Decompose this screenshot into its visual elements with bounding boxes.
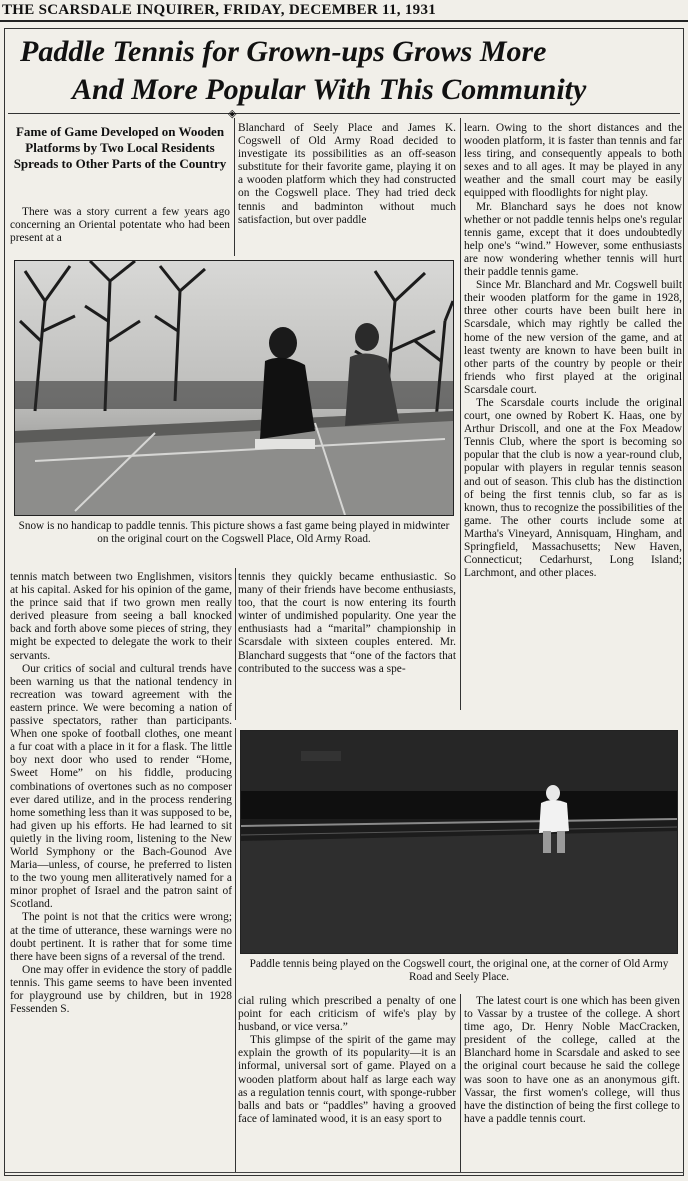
paragraph: learn. Owing to the short distances and the wooden platform, it is faster than tennis and far less tiring, and consequently appeals to both sexes and to all ages. It may be played in any weather and the small court may be easily equipped with floodlights for night play. bbox=[464, 122, 682, 200]
column-divider bbox=[460, 118, 461, 710]
bottom-rule bbox=[4, 1172, 684, 1173]
paragraph: tennis they quickly became enthusiastic. So many of their friends have become enthusiasts, too, that the court is now entering its fourth winter of undimished popularity. One year the enthusiasts had a “marital” championship in Scarsdale with sixteen couples entered. Mr. Blanchard suggests that “one of the factors that contributed to the success was a spe- bbox=[238, 571, 456, 675]
column-divider bbox=[234, 118, 235, 256]
column-divider bbox=[235, 568, 236, 720]
paragraph: The point is not that the critics were wrong; at the time of utterance, these warnings were no doubt pertinent. It is rather that for some time there have been signs of a reversal of the trend. bbox=[10, 911, 232, 963]
photo-caption-2: Paddle tennis being played on the Cogswell court, the original one, at the corner of Old Army Road and Seely Place. bbox=[249, 958, 669, 983]
headline-line-1: Paddle Tennis for Grown-ups Grows More bbox=[20, 35, 547, 68]
headline-rule bbox=[8, 113, 680, 114]
column-1-top bbox=[10, 206, 230, 252]
headline-line-2: And More Popular With This Community bbox=[72, 73, 587, 106]
paragraph: Mr. Blanchard says he does not know whether or not paddle tennis helps one's regular tennis game, except that it does undoubtedly help one's “wind.” However, some enthusiasts are now wondering whether tennis will hurt their paddle tennis game. bbox=[464, 200, 682, 279]
paragraph: The latest court is one which has been given to Vassar by a trustee of the college. A short time ago, Dr. Henry Noble MacCracken, president of the college, called at the Blanchard home in Scarsdale and asked to see the original court because he said the college was soon to have one as an anonymous gift. Vassar, the first women's college, will thus have the distinction of being the first college to have a paddle tennis court. bbox=[464, 995, 680, 1125]
column-1-mid bbox=[10, 571, 232, 1169]
paragraph: Blanchard of Seely Place and James K. Cogswell of Old Army Road decided to investigate its possibilities as an off-season substitute for their favorite game, playing it on a wooden platform which they had constructed on the Cogswell place. They had tried deck tennis and badminton without much satisfaction, but over paddle bbox=[238, 122, 456, 226]
column-2-bottom bbox=[238, 995, 456, 1171]
photo-cogswell-court-image bbox=[241, 731, 677, 953]
masthead: THE SCARSDALE INQUIRER, FRIDAY, DECEMBER 11, 1931 bbox=[0, 0, 688, 22]
paragraph: There was a story current a few years ago concerning an Oriental potentate who had been present at a bbox=[10, 206, 230, 245]
paragraph: tennis match between two Englishmen, visitors at his capital. Asked for his opinion of the game, the prince said that if two grown men really derived pleasure from seeing a ball knocked back and forth above some pieces of string, they might be expected to delegate the work to their servants. bbox=[10, 571, 232, 662]
photo-snow-court-image bbox=[15, 261, 453, 515]
paragraph: The Scarsdale courts include the original court, one owned by Robert K. Haas, one by Arthur Driscoll, and one at the Fox Meadow Tennis Club, where the sport is becoming so popular that the club is now a year-round club, popular with players in regular tennis season and out of season. This club has the distinction of being the first tennis club, so far as is known, thus to recognize the possibilities of the game. The other courts include some at Martha's Vineyard, Annisquam, Hingham, and Springfield, Massachusetts; New Haven, Connecticut; Cedarhurst, Long Island; Larchmont, and other places. bbox=[464, 396, 682, 580]
column-divider bbox=[235, 728, 236, 1172]
rule-ornament: ◈ bbox=[228, 107, 237, 120]
paragraph: This glimpse of the spirit of the game may explain the growth of its popularity—it is an informal, universal sort of game. Played on a wooden platform about half as large each way as a regulation tennis court, with sponge-rubber balls and bats or “paddles” having a grooved face of laminated wood, it is an easy sport to bbox=[238, 1034, 456, 1125]
column-2-top bbox=[238, 122, 456, 256]
paragraph: Since Mr. Blanchard and Mr. Cogswell built their wooden platform for the game in 1928, three other courts have been built here in Scarsdale, which may rightly be called the home of the new version of the game, and at least twenty are known to have been built in other parts of the country by people or their friends who first played at the original Scarsdale court. bbox=[464, 279, 682, 396]
photo-snow-court bbox=[14, 260, 454, 516]
column-3-bottom bbox=[464, 995, 680, 1171]
deck-subheadline: Fame of Game Developed on Wooden Platforms by Two Local Residents Spreads to Other Parts of the Country bbox=[13, 124, 227, 171]
photo-cogswell-court bbox=[240, 730, 678, 954]
paragraph: Our critics of social and cultural trends have been warning us that the national tendency in recreation was toward agreement with the eastern prince. We were becoming a nation of passive spectators, rather than participants. When one spoke of football clothes, one meant a fur coat with a place in it for a flask. The little boy next door who used to render “Home, Sweet Home” on his fiddle, producing combinations of overtones such as no composer ever dared utilize, and in the process rendering home something less than it was supposed to be, had given up his efforts. He had learned to sit quietly in the living room, listening to the New World Symphony or the Bach-Gounod Ave Maria—unless, of course, he preferred to listen to the two young men alliteratively named for a minor prophet of Israel and the patron saint of Scotland. bbox=[10, 662, 232, 911]
photo-caption-1: Snow is no handicap to paddle tennis. This picture shows a fast game being played in midwinter on the original court on the Cogswell Place, Old Army Road. bbox=[18, 520, 450, 545]
paragraph: cial ruling which prescribed a penalty of one point for each criticism of wife's play by husband, or vice versa.” bbox=[238, 995, 456, 1034]
column-divider bbox=[460, 994, 461, 1172]
column-3-top bbox=[464, 122, 682, 722]
column-2-mid bbox=[238, 571, 456, 721]
paragraph: One may offer in evidence the story of paddle tennis. This game seems to have been invented for playground use by children, but in 1928 Fessenden S. bbox=[10, 963, 232, 1016]
